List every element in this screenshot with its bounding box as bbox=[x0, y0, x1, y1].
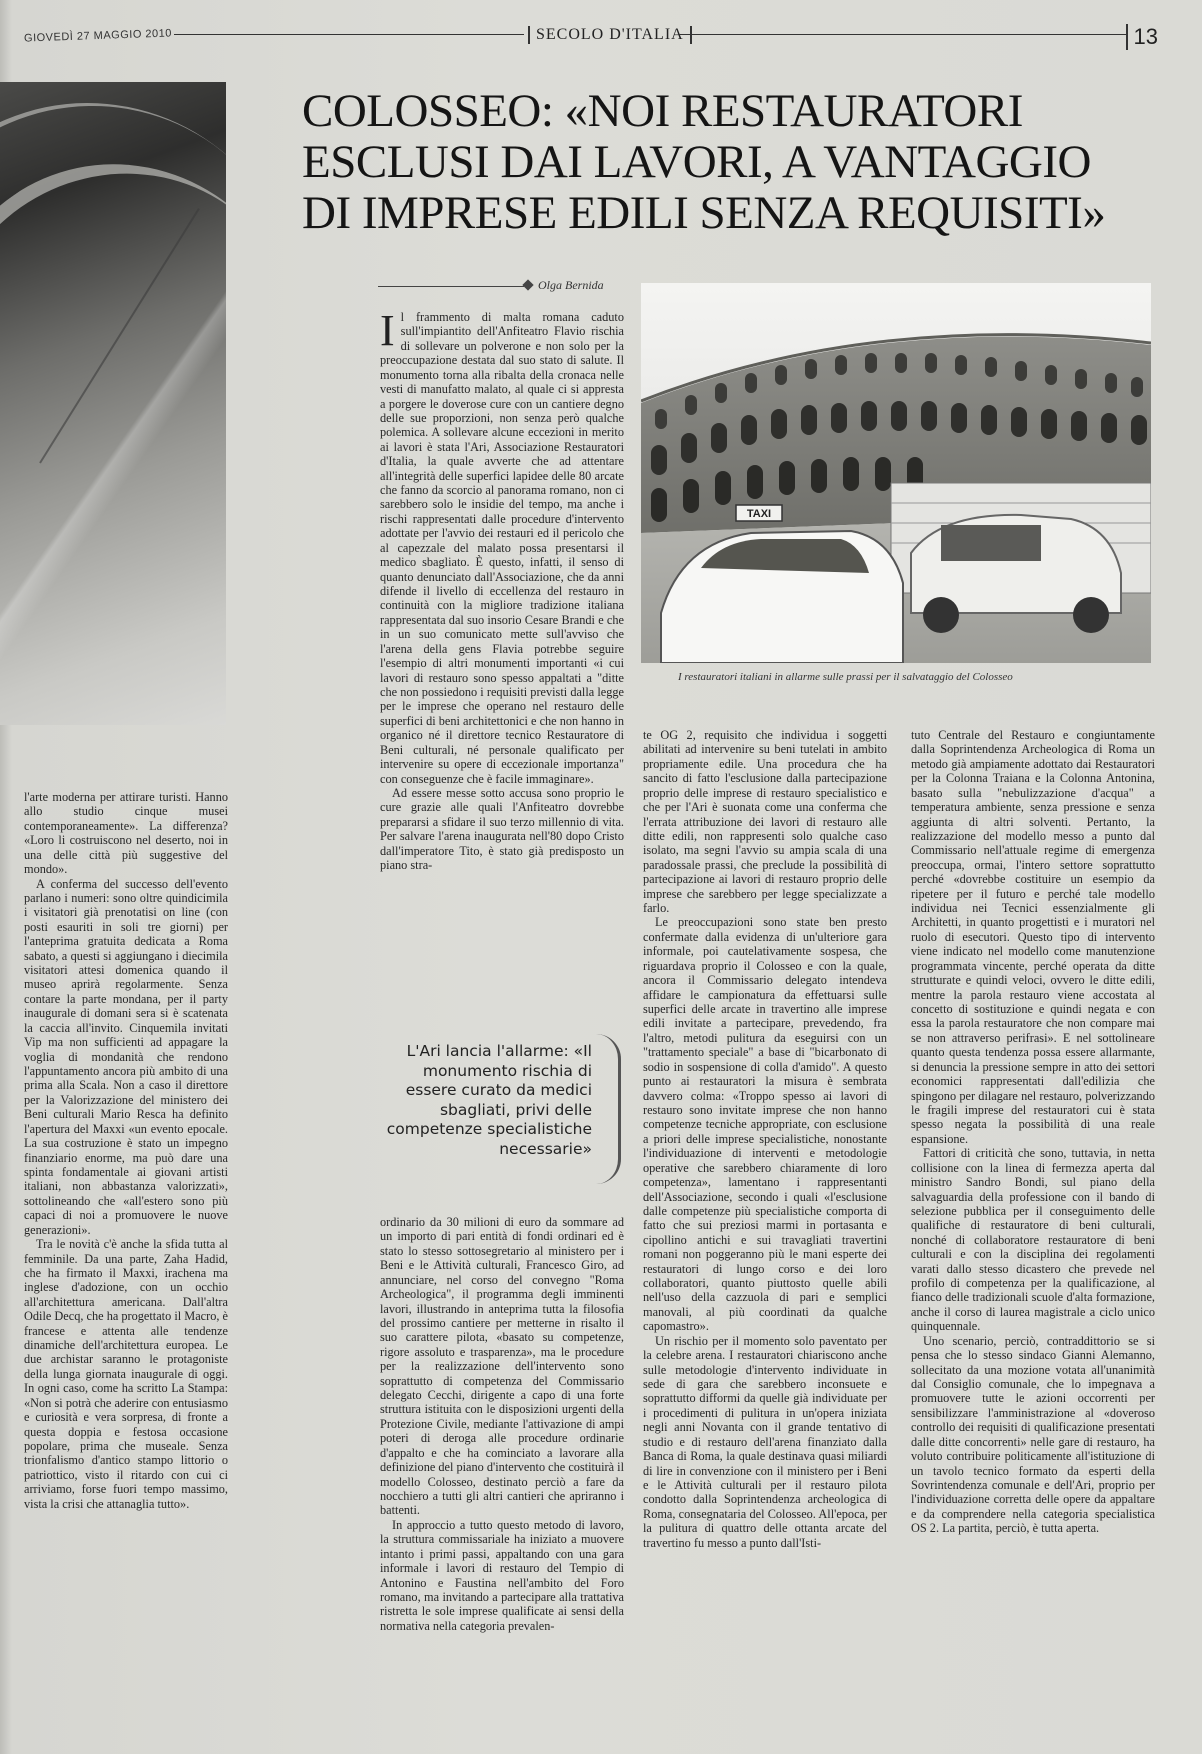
architecture-photo bbox=[0, 82, 226, 725]
page-number: 13 bbox=[1126, 24, 1158, 50]
side-paragraph: Tra le novità c'è anche la sfida tutta al femminile. Da una parte, Zaha Hadid, che ha firmato il Maxxi, irachena ma inglese d'adozione, con un occhio all'architettura americana. Dall'altra Odile Decq, che ha progettato il Macro, è francese e attenta alle tendenze dinamiche dell'architettura europea. Le due archistar saranno le protagoniste della lunga giornata inaugurale di oggi. In ogni caso, come ha scritto La Stampa: «Non si potrà che aderire con entusiasmo e curiosità e vera sorpresa, di fronte a questa doppia e festosa occasione popolare, prima che museale. Senza trionfalismo d'antico stampo littorio o patriottico, visto il ritardo con cui ci arriviamo, forse fuori tempo massimo, vista la crisi che attanaglia tutto». bbox=[24, 1237, 228, 1511]
headline-line: COLOSSEO: «NOI RESTAURATORI bbox=[302, 85, 1023, 137]
body-paragraph: Ad essere messe sotto accusa sono proprio le cure grazie alle quali l'Anfiteatro dovrebbe prepararsi a sfidare il suo terzo millennio di vita. Per salvare l'arena inaugurata nell'80 dopo Cristo dall'imperatore Tito, è stato già predisposto un piano stra- bbox=[380, 785, 624, 873]
byline-diamond-icon bbox=[522, 279, 533, 290]
header-rule-left bbox=[174, 34, 524, 35]
body-paragraph: Un rischio per il momento solo paventato per la celebre arena. I restauratori chiariscono anche sulle metodologie d'intervento individuate in sede di gara che sarebbero inconsuete e soprattutto difformi da quelle già individuate per i procedimenti di pulitura in un'opera iniziata negli anni Novanta con il grande tentativo di studio e di restauro dell'arena finanziato dalla Banca di Roma, la quale destinava quasi miliardi di lire in convenzione con il ministero per i Beni e le Attività culturali per il restauro pilota condotto dalla Soprintendenza archeologica di Roma, consegnataria del Colosseo. All'epoca, per la pulitura di quattro delle ottanta arcate del travertino fu messo a punto dall'Isti- bbox=[643, 1333, 887, 1550]
body-paragraph: Uno scenario, perciò, contraddittorio se si pensa che lo stesso sindaco Gianni Alemanno, sollecitato da una mozione votata all'unanimità dal Consiglio comunale, che lo impegnava a promuovere tutte le azioni occorrenti per sensibilizzare l'amministrazione al «doveroso controllo dei requisiti di qualificazione presentati dalle ditte concorrenti» nelle gare di restauro, ha voluto contribuire politicamente all'istituzione di un tavolo tecnico formato da esperti della Sovrintendenza comunale e dell'Ari, proprio per l'individuazione corretta delle opere da appaltare e da comprendere nella categoria specialistica OS 2. La partita, perciò, è tutta aperta. bbox=[911, 1333, 1155, 1536]
side-paragraph: l'arte moderna per attirare turisti. Hanno allo studio cinque musei contemporaneamente». La differenza? «Loro li costruiscono nel deserto, noi in una delle città più suggestive del mondo». bbox=[24, 790, 228, 877]
side-article-column bbox=[24, 790, 228, 1722]
author-name: Olga Bernida bbox=[538, 278, 604, 292]
byline bbox=[378, 278, 624, 294]
taxi-sign-text: TAXI bbox=[746, 508, 772, 520]
article-column-1-continued bbox=[380, 1215, 624, 1725]
issue-date: GIOVEDÌ 27 MAGGIO 2010 bbox=[23, 27, 173, 45]
header-rule-right bbox=[678, 34, 1128, 35]
article-column-3 bbox=[911, 728, 1155, 1728]
pull-quote-bracket bbox=[596, 1034, 621, 1184]
body-paragraph: In approccio a tutto questo metodo di lavoro, la struttura commissariale ha iniziato a muovere intanto i primi passi, appaltando con una gara informale i lavori di restauro del Tempio di Antonino e Faustina nell'ambito del Foro romano, ma invitando a partecipare alla trattativa ristretta le sole imprese qualificate ai sensi della normativa nella categoria prevalen- bbox=[380, 1517, 624, 1633]
body-paragraph: ordinario da 30 milioni di euro da sommare ad un importo di pari entità di fondi ordinari ed è stato lo stesso sottosegretario al ministero per i Beni e le Attività culturali, Francesco Giro, ad annunciare, nel corso del convegno "Roma Archeologica", il programma degli imminenti lavori, illustrando in anteprima tutta la filosofia del prossimo cantiere per metterne in risalto il suo carattere pilota, «basato su competenze, rigore assoluto e trasparenza», ma le procedure per la realizzazione dell'intervento sono soprattutto di competenza del Commissario delegato Cecchi, dirigente a capo di una forte struttura istituita con le disposizioni urgenti della Protezione Civile, mediante l'attivazione di ampi poteri di deroga alle procedure ordinarie d'appalto e che ha cominciato a lavorare alla definizione del piano d'intervento che costituirà il modello Colosseo, destinato perciò a fare da nocchiero a tutti gli altri cantieri che apriranno i battenti. bbox=[380, 1215, 624, 1518]
article-headline bbox=[302, 86, 1162, 239]
masthead: SECOLO D'ITALIA bbox=[528, 26, 692, 44]
headline-line: ESCLUSI DAI LAVORI, A VANTAGGIO bbox=[302, 136, 1091, 188]
headline-line: DI IMPRESE EDILI SENZA REQUISITI» bbox=[302, 187, 1106, 239]
pull-quote: L'Ari lancia l'allarme: «Il monumento rischia di essere curato da medici sbagliati, privi delle competenze specialistiche necessarie» bbox=[386, 1042, 592, 1158]
colosseum-photo bbox=[641, 283, 1151, 663]
side-paragraph: A conferma del successo dell'evento parlano i numeri: sono oltre quindicimila i visitatori già prenotatisi on line (con posti esauriti in soli tre giorni) per l'anteprima gratuita dedicata a Roma sabato, a questi si aggiungano i diecimila visitatori attesi domenica quando il museo aprirà regolarmente. Senza contare la parte mondana, per il party inaugurale di domani sera si è scatenata la caccia all'invito. Cinquemila invitati Vip ma non sufficienti ad appagare la voglia di mondanità che rendono l'appuntamento ancora più ambito di una prima alla Scala. Non a caso il direttore per la Valorizzazione del ministero dei Beni culturali Mario Resca ha definito l'apertura del Maxxi «un evento epocale. La sua costruzione è stato un impegno finanziario enorme, ma può dare una spinta fondamentale ai giovani artisti italiani, non abbastanza valorizzati», sottolineando che «all'estero sono più capaci di noi a promuovere le nuove generazioni». bbox=[24, 876, 228, 1237]
body-paragraph: te OG 2, requisito che individua i soggetti abilitati ad intervenire su beni tutelati in ambito propriamente edile. Una procedura che ha sancito di fatto l'esclusione dalla partecipazione proprio delle imprese di restauro specialistico e che per l'Ari è suonata come una conferma che l'errata attribuzione dei lavori di restauro alle ditte edili, non rappresenti solo qualche caso isolato, ma segni l'avvio su ampia scala di una paradossale prassi, che preclude la possibilità di partecipazione ai lavori di restauro proprio delle imprese che sarebbero per legge specializzate a farlo. bbox=[643, 728, 887, 916]
byline-rule bbox=[378, 286, 524, 287]
photo-caption: I restauratori italiani in allarme sulle prassi per il salvataggio del Colosseo bbox=[678, 671, 1013, 683]
lead-text: l frammento di malta romana caduto sull'impiantito dell'Anfiteatro Flavio rischia di sollevare un polverone e non solo per la preoccupazione destata dal suo stato di salute. Il monumento torna alla ribalta della cronaca nelle vesti di manufatto malato, al quale ci si appresta a porgere le doverose cure con un cantiere degno delle sue proporzioni, non senza però qualche polemica. A sollevare alcune eccezioni in merito ai lavori è stata l'Ari, Associazione Restauratori d'Italia, la quale avverte che ad attentare all'integrità delle superfici lapidee delle 80 arcate che fanno da scorcio al panorama romano, non ci sarebbero solo le insidie del tempo, ma anche i rischi rappresentati dalle procedure d'intervento adottate per l'avvio dei restauri ed il pericolo che al capezzale del malato possa presentarsi il medico sbagliato. È questo, infatti, il senso di quanto denunciato dall'Associazione, che da anni difende il livello di eccellenza del restauro in continuità con la migliore tradizione italiana rappresentata dal suo insorio Cesare Brandi e che in un suo comunicato mette sull'avviso che l'arena della gens Flavia potrebbe seguire l'esempio di altri monumenti importanti «i cui lavori di restauro sono spesso appaltati a "ditte che non possiedono i requisiti previsti dalla legge per le imprese che operano nel restauro delle superfici di beni architettonici e che non hanno in organico né il direttore tecnico Restauratore di Beni culturali, né personale qualificato per intervenire su opere di eccezionale importanza" con conseguenze che è facile immaginare». bbox=[380, 310, 624, 786]
page-header bbox=[23, 24, 1158, 54]
dropcap: I bbox=[380, 310, 395, 355]
article-column-1 bbox=[380, 310, 624, 1020]
lead-paragraph bbox=[380, 310, 624, 786]
body-paragraph: tuto Centrale del Restauro e congiuntamente dalla Soprintendenza Archeologica di Roma un metodo già ampiamente adottato dai Restauratori per la Colonna Traiana e la Colonna Antonina, basato sulla "nebulizzazione d'acqua" a temperatura ambiente, senza pressione e senza aggiunta di altri solventi. Pertanto, la realizzazione del modello messo a punto dal Commissario nell'attuale regime di emergenza preoccupa, ormai, l'intero settore soprattutto perché «dovrebbe costituire un esempio da ripetere per il futuro e perché tale modello individua nei Tecnici essenzialmente gli Architetti, in quanto progettisti e i muratori nel ruolo di esecutori. Questo tipo di intervento viene indicato nel modello come manutenzione programmata vincente, perché operata da ditte strutturate e quindi veloci, ovvero le ditte edili, mentre la parola restauro viene accostata al concetto di sostituzione e quindi negata e con essa la parola restauratore che non compare mai se non attraverso perifrasi». E nel sottolineare quanto questa tendenza possa essere allarmante, si denuncia la pressione sempre in atto dei settori economici rappresentati dall'edilizia che spingono per dilagare nel restauro, polverizzando le fragili imprese del restauratori cui è stata spesso negata la possibilità di una reale espansione. bbox=[911, 728, 1155, 1146]
colosseum-illustration bbox=[641, 283, 1151, 663]
body-paragraph: Le preoccupazioni sono state ben presto confermate dalla evidenza di un'ulteriore gara informale, poi cautelativamente sospesa, che riguardava proprio il Colosseo e con la quale, ancora il Commissario delegato intendeva affidare le campionatura da effettuarsi sulle superfici delle arcate in travertino alle imprese edili invitate a partecipare, prevedendo, fra l'altro, metodi pulitura da eseguirsi con un "trattamento speciale" a base di "bicarbonato di sodio in sospensione di colla d'amido". A questo punto ai restauratori la misura è sembrata davvero colma: «Troppo spesso ai lavori di restauro sono invitate imprese che non hanno competenze tecniche appropriate, con esclusione a priori delle imprese specialistiche, nonostante l'individuazione di interventi e metodologie operative che sarebbero chiaramente di loro competenza», lamentano i rappresentanti dell'Associazione, secondo i quali «l'esclusione dalle competenze più specialistiche comporta di fatto che sui preziosi marmi in portasanta e cipollino antichi e sui travagliati travertini romani non poggeranno più le mani esperte dei restauratori di lungo corso e dei loro collaboratori, quanto piuttosto quelle abili nell'uso della cazzuola di pari e semplici manovali, al più coordinati da qualche capomastro». bbox=[643, 915, 887, 1334]
article-column-2 bbox=[643, 728, 887, 1728]
body-paragraph: Fattori di criticità che sono, tuttavia, in netta collisione con la linea di fermezza aperta dal ministro Sandro Bondi, sul piano della salvaguardia della professione con il bando di selezione pubblica per il conseguimento delle qualifiche di restauratore di beni culturali, nonché di collaboratore restauratore di beni culturali e con la disciplina dei regolamenti varati dallo stesso dicastero che prevede nel profilo di competenza per la qualificazione, al fianco delle tradizionali scuole d'alta formazione, anche il corso di laurea magistrale a ciclo unico quinquennale. bbox=[911, 1146, 1155, 1334]
